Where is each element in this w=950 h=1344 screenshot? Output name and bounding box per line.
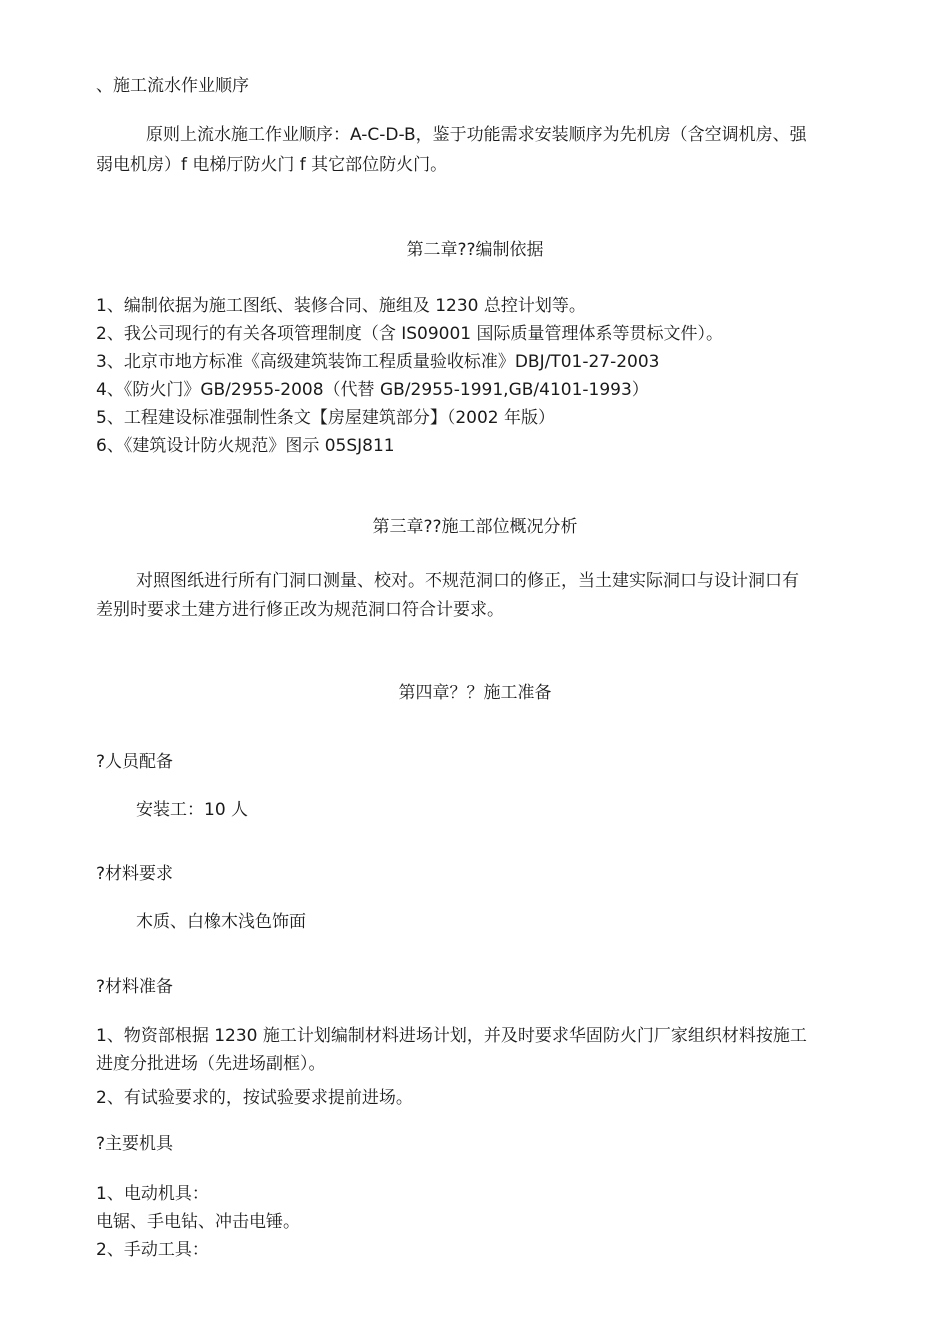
tools-item-2: 2、手动工具： [96, 1240, 209, 1260]
basis-item-6: 6、《建筑设计防火规范》图示 05SJ811 [96, 436, 395, 456]
main-tools-heading: ?主要机具 [96, 1134, 174, 1154]
basis-item-3: 3、北京市地方标准《高级建筑装饰工程质量验收标准》DBJ/T01-27-2003 [96, 352, 660, 372]
site-analysis-paragraph-line-2: 差别时要求土建方进行修正改为规范洞口符合计要求。 [96, 600, 504, 620]
chapter-4-title: 第四章？？施工准备 [398, 683, 552, 703]
material-prep-item-2: 2、有试验要求的，按试验要求提前进场。 [96, 1088, 413, 1108]
basis-item-1: 1、编制依据为施工图纸、装修合同、施组及 1230 总控计划等。 [96, 296, 586, 316]
basis-item-2: 2、我公司现行的有关各项管理制度（含 IS09001 国际质量管理体系等贯标文件）。 [96, 324, 724, 344]
section-heading-flow-order: 、施工流水作业顺序 [96, 76, 249, 96]
staff-heading: ?人员配备 [96, 752, 174, 772]
material-requirement-heading: ?材料要求 [96, 864, 174, 884]
flow-order-paragraph-line-1: 原则上流水施工作业顺序：A-C-D-B，鉴于功能需求安装顺序为先机房（含空调机房、强 [146, 125, 807, 145]
staff-text: 安装工：10 人 [136, 800, 249, 820]
chapter-3-title: 第三章??施工部位概况分析 [372, 517, 578, 537]
chapter-2-title: 第二章??编制依据 [406, 240, 544, 260]
basis-item-5: 5、工程建设标准强制性条文【房屋建筑部分】（2002 年版） [96, 408, 555, 428]
material-preparation-heading: ?材料准备 [96, 977, 174, 997]
material-prep-item-1-line-2: 进度分批进场（先进场副框）。 [96, 1054, 326, 1074]
flow-order-paragraph-line-2: 弱电机房）f 电梯厅防火门 f 其它部位防火门。 [96, 155, 448, 175]
material-requirement-text: 木质、白橡木浅色饰面 [136, 912, 306, 932]
material-prep-item-1-line-1: 1、物资部根据 1230 施工计划编制材料进场计划，并及时要求华固防火门厂家组织材料按施工 [96, 1026, 807, 1046]
site-analysis-paragraph-line-1: 对照图纸进行所有门洞口测量、校对。不规范洞口的修正，当土建实际洞口与设计洞口有 [136, 571, 799, 591]
tools-item-1: 1、电动机具： [96, 1184, 209, 1204]
tools-item-1-detail: 电锯、手电钻、冲击电锤。 [96, 1212, 300, 1232]
basis-item-4: 4、《防火门》GB/2955-2008（代替 GB/2955-1991,GB/4101-1993） [96, 380, 649, 400]
